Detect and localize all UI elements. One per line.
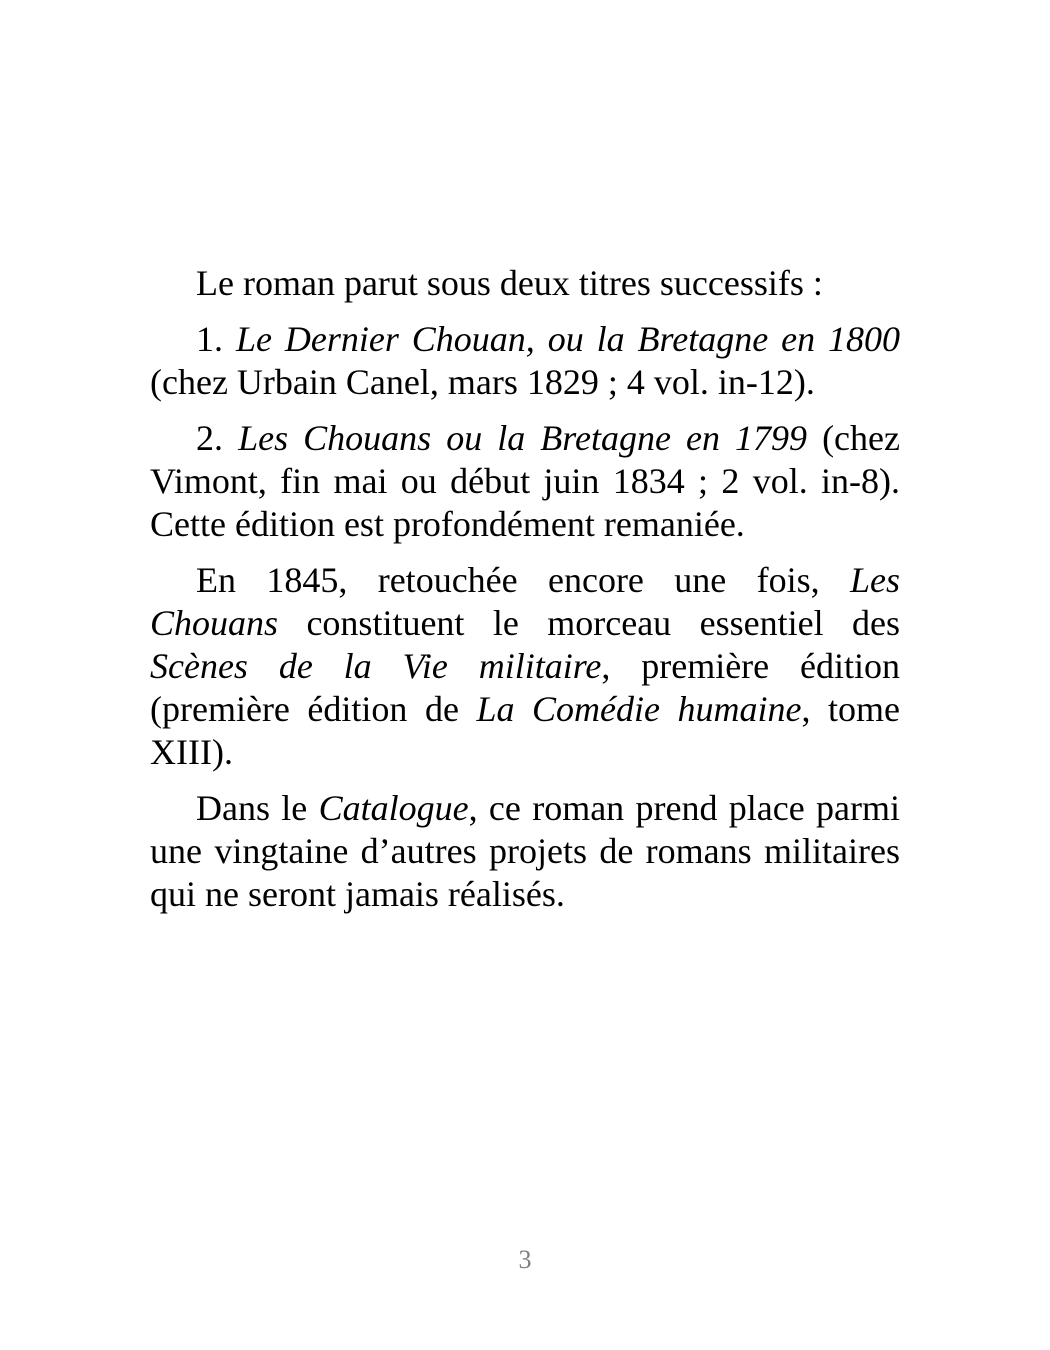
book-title: Les Chouans xyxy=(150,560,900,643)
paragraph-second-title xyxy=(150,417,900,546)
paragraph-text: Le roman parut sous deux titres successifs : xyxy=(196,263,823,303)
paragraph-text: , ce roman prend place parmi une vingtaine d’autres projets de romans militaires qui ne seront jamais réalisés. xyxy=(150,788,900,914)
paragraph-catalogue xyxy=(150,787,900,916)
paragraph-first-title xyxy=(150,318,900,404)
paragraph-text: (chez Vimont, fin mai ou début juin 1834 ; 2 vol. in-8). Cette édition est profondément remaniée. xyxy=(150,418,900,544)
catalogue-title: Catalogue xyxy=(318,788,469,828)
book-title: Le Dernier Chouan, ou la Bretagne en 1800 xyxy=(235,319,901,359)
paragraph-text: constituent le morceau essentiel des xyxy=(278,603,900,643)
paragraph-text: , tome XIII). xyxy=(150,689,900,772)
paragraph-intro xyxy=(150,262,900,305)
list-number: 2. xyxy=(196,418,239,458)
list-number: 1. xyxy=(196,319,236,359)
series-title: La Comédie humaine xyxy=(476,689,802,729)
paragraph-text: (chez Urbain Canel, mars 1829 ; 4 vol. in-12). xyxy=(150,362,815,402)
page-number: 3 xyxy=(518,1245,532,1274)
book-title: Les Chouans ou la Bretagne en 1799 xyxy=(238,418,808,458)
document-body xyxy=(150,262,900,929)
series-title: Scènes de la Vie militaire xyxy=(150,646,602,686)
paragraph-text: Dans le xyxy=(196,788,319,828)
paragraph-1845-edition xyxy=(150,559,900,774)
paragraph-text: En 1845, retouchée encore une fois, xyxy=(196,560,850,600)
paragraph-text: , première édition (première édition de xyxy=(150,646,900,729)
